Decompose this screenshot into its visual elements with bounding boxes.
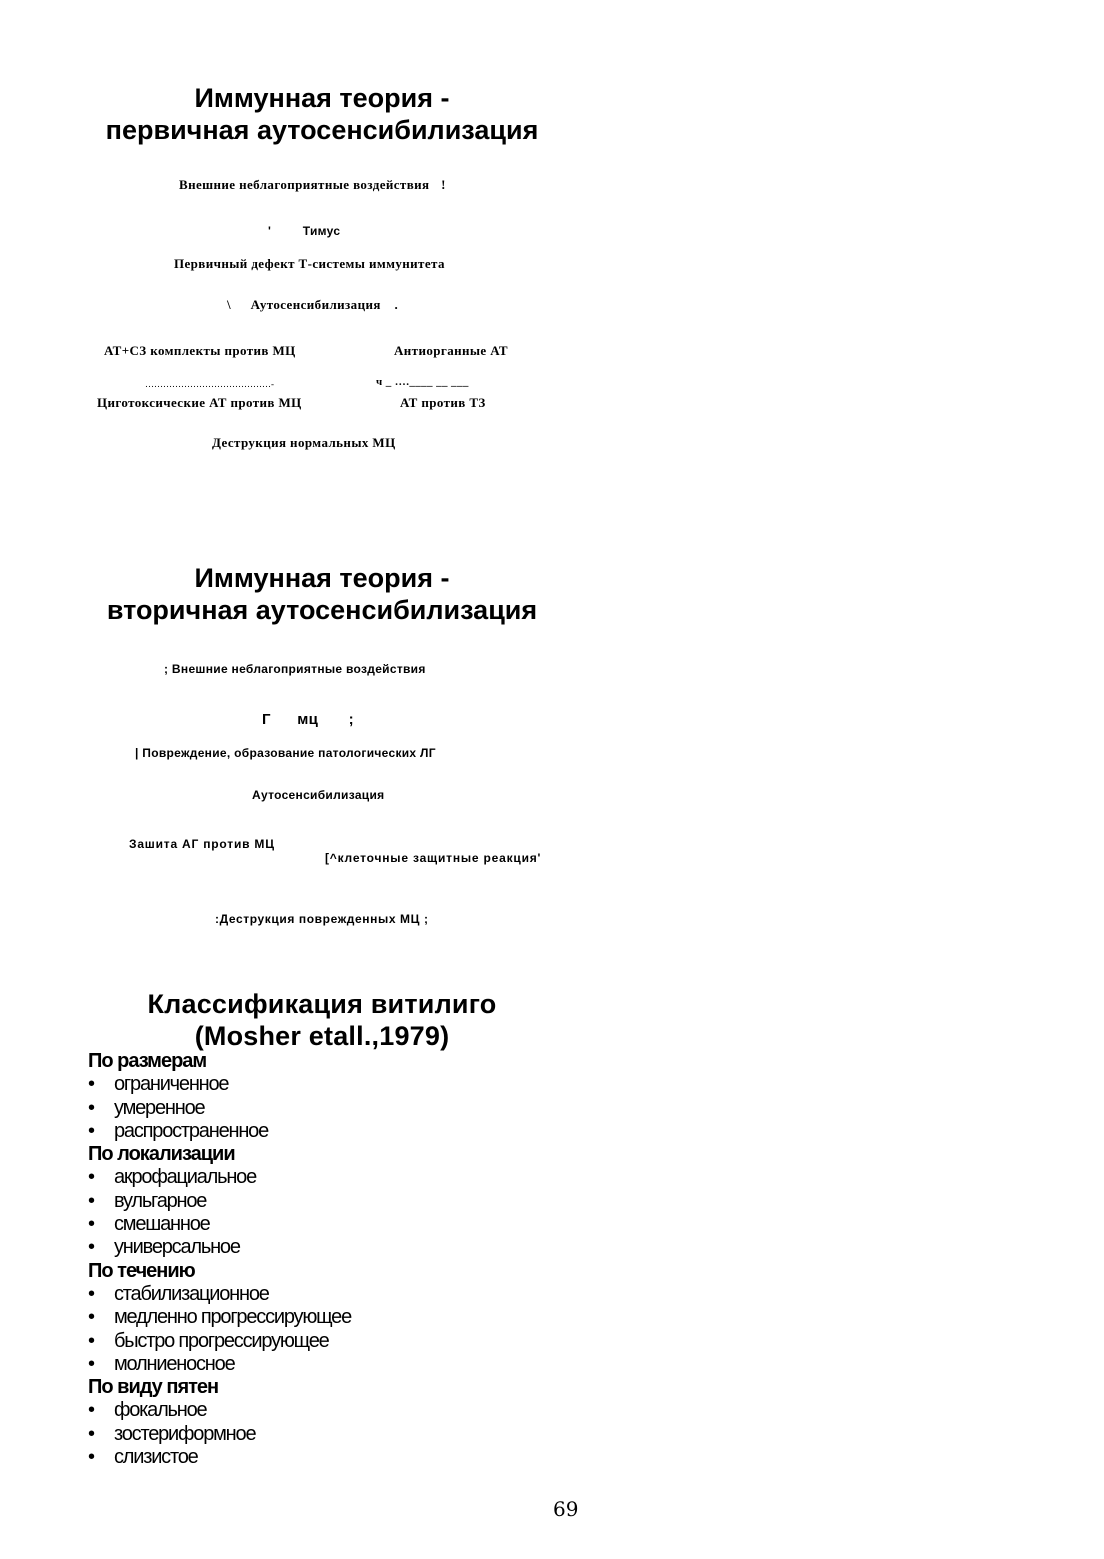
- list-item: • фокальное: [88, 1399, 207, 1422]
- section3-title-line2: (Mosher etall.,1979): [194, 1021, 450, 1051]
- category-title: По локализации: [88, 1143, 235, 1166]
- s1-thymus: ' Тимус: [268, 224, 341, 238]
- s1-at-against-tz: АТ против ТЗ: [400, 395, 486, 410]
- section3-title: [42, 988, 602, 1052]
- s2-destruction: :Деструкция поврежденных МЦ ;: [215, 912, 429, 926]
- list-item: • умеренное: [88, 1096, 205, 1119]
- category: [88, 1050, 351, 1143]
- list-item: • распространенное: [88, 1119, 269, 1142]
- category-title: По виду пятен: [88, 1376, 219, 1399]
- category: [88, 1143, 351, 1259]
- category-title: По размерам: [88, 1050, 207, 1072]
- s2-mc: Г мц ;: [262, 711, 354, 728]
- list-item: • зостериформное: [88, 1422, 256, 1445]
- section2-title-line1: Иммунная теория -: [194, 563, 450, 593]
- s2-cellular-reactions: [^клеточные защитные реакция': [325, 851, 542, 865]
- section1-title-line1: Иммунная теория -: [194, 83, 450, 113]
- s1-destruction: Деструкция нормальных МЦ: [212, 435, 396, 450]
- bullet: •: [88, 1399, 96, 1422]
- s1-at-c3-complexes: АТ+СЗ комплекты против МЦ: [104, 343, 296, 358]
- bullet: •: [88, 1236, 96, 1259]
- s1-antiorgan-at: Антиорганные АТ: [394, 343, 508, 358]
- bullet: •: [88, 1166, 96, 1189]
- category: [88, 1260, 351, 1376]
- bullet: •: [88, 1096, 96, 1119]
- bullet: •: [88, 1446, 96, 1469]
- list-item: • вульгарное: [88, 1189, 207, 1212]
- list-item: • стабилизационное: [88, 1282, 269, 1305]
- section1-title-line2: первичная аутосенсибилизация: [105, 115, 539, 145]
- s1-dotted-connector-left: ……………………………………-: [145, 379, 274, 389]
- section3-title-line1: Классификация витилиго: [147, 989, 497, 1019]
- s2-damage: | Повреждение, образование патологических ЛГ: [135, 746, 436, 760]
- bullet: •: [88, 1352, 96, 1375]
- bullet: •: [88, 1213, 96, 1236]
- section2-title: [42, 562, 602, 626]
- bullet: •: [88, 1189, 96, 1212]
- section1-title: [42, 82, 602, 146]
- bullet: •: [88, 1073, 96, 1096]
- bullet: •: [88, 1119, 96, 1142]
- bullet: •: [88, 1422, 96, 1445]
- s2-external-effects: ; Внешние неблагоприятные воздействия: [164, 662, 426, 676]
- s1-primary-defect: Первичный дефект Т-системы иммунитета: [174, 256, 445, 271]
- section2-title-line2: вторичная аутосенсибилизация: [106, 595, 538, 625]
- s1-cytotoxic-at: Циготоксические АТ против МЦ: [97, 395, 302, 410]
- category-title: По течению: [88, 1259, 195, 1282]
- list-item: • медленно прогрессирующее: [88, 1306, 352, 1329]
- page-number: 69: [553, 1497, 579, 1521]
- s1-dotted-connector-right: ч _ ….____ __ ___: [376, 376, 469, 388]
- s1-autosensitization: \ Аутосенсибилизация .: [227, 297, 399, 312]
- s2-autosensitization: Аутосенсибилизация: [252, 788, 385, 802]
- list-item: • слизистое: [88, 1446, 198, 1469]
- bullet: •: [88, 1329, 96, 1352]
- list-item: • акрофациальное: [88, 1166, 257, 1189]
- list-item: • молниеносное: [88, 1352, 235, 1375]
- list-item: • ограниченное: [88, 1073, 229, 1096]
- bullet: •: [88, 1282, 96, 1305]
- list-item: • быстро прогрессирующее: [88, 1329, 329, 1352]
- s2-protection: Зашита АГ против МЦ: [129, 837, 275, 851]
- list-item: • универсальное: [88, 1236, 240, 1259]
- classification-list: [88, 1050, 351, 1469]
- s1-external-effects: Внешние неблагоприятные воздействия !: [179, 177, 446, 192]
- bullet: •: [88, 1306, 96, 1329]
- category: [88, 1376, 351, 1469]
- list-item: • смешанное: [88, 1213, 210, 1236]
